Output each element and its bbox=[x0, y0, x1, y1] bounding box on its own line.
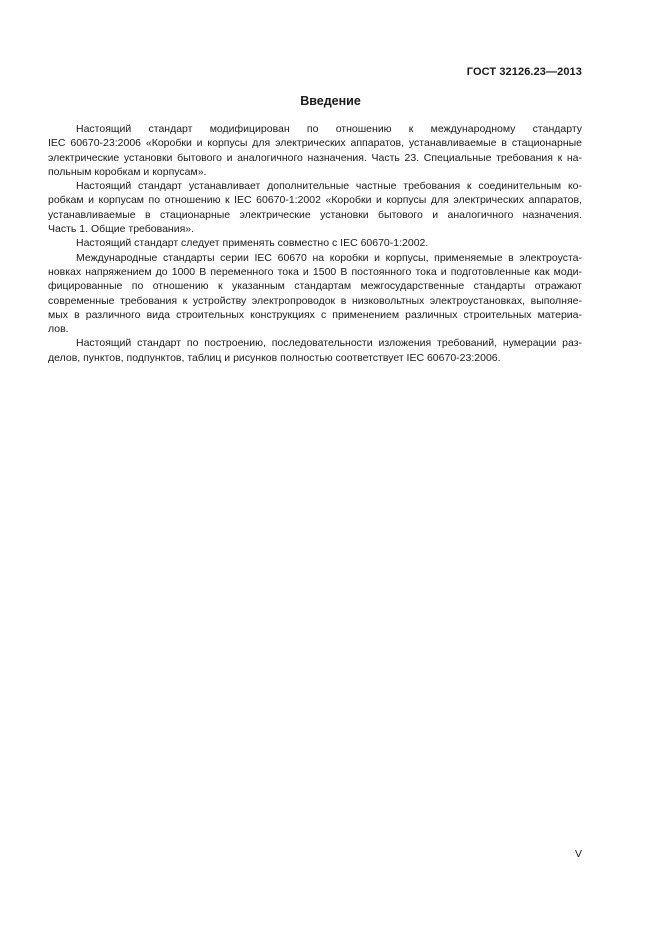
text-line: делов, пунктов, подпунктов, таблиц и рисунков полностью соответствует IEC 60670-23:2006. bbox=[48, 351, 501, 364]
text-line: устанавливаемые в стационарные электрические установки бытового и аналогичного назначения. bbox=[48, 208, 582, 221]
paragraph-1 bbox=[48, 122, 582, 179]
text-line: польным коробкам и корпусам». bbox=[48, 165, 207, 178]
body-text bbox=[48, 122, 582, 365]
text-line: робкам и корпусам по отношению к IEC 60670-1:2002 «Коробки и корпусы для электрических аппаратов, bbox=[48, 194, 582, 207]
text-line: фицированные по отношению к указанным стандартам межгосударственные стандарты отражают bbox=[48, 280, 582, 293]
text-line: Международные стандарты серии IEC 60670 на коробки и корпусы, применяемые в электроуста- bbox=[76, 251, 582, 264]
text-line: Настоящий стандарт модифицирован по отношению к международному стандарту bbox=[76, 123, 582, 135]
document-code: ГОСТ 32126.23—2013 bbox=[466, 66, 582, 78]
text-line: современные требования к устройству электропроводок в низковольтных электроустановках, выполняе- bbox=[48, 294, 582, 307]
text-line: Настоящий стандарт устанавливает дополнительные частные требования к соединительным ко- bbox=[76, 180, 582, 193]
paragraph-2 bbox=[48, 179, 582, 236]
page-number: V bbox=[574, 848, 582, 860]
section-title: Введение bbox=[300, 94, 361, 108]
text-line: новках напряжением до 1000 В переменного тока и 1500 В постоянного тока и подготовленные как моди- bbox=[48, 265, 582, 278]
text-line: Настоящий стандарт по построению, последовательности изложения требований, нумерации раз- bbox=[76, 337, 582, 350]
text-line: электрические установки бытового и аналогичного назначения. Часть 23. Специальные требования к на- bbox=[48, 151, 582, 164]
text-line: лов. bbox=[48, 323, 69, 336]
text-line: Часть 1. Общие требования». bbox=[48, 223, 195, 236]
paragraph-4 bbox=[48, 251, 582, 337]
text-line: Настоящий стандарт следует применять совместно с IEC 60670-1:2002. bbox=[76, 237, 429, 250]
paragraph-3 bbox=[48, 236, 582, 250]
text-line: мых в различного вида строительных конструкциях с применением различных строительных материа- bbox=[48, 308, 582, 321]
paragraph-5 bbox=[48, 336, 582, 365]
text-line: IEC 60670-23:2006 «Коробки и корпусы для электрических аппаратов, устанавливаемые в стационарные bbox=[48, 137, 582, 150]
